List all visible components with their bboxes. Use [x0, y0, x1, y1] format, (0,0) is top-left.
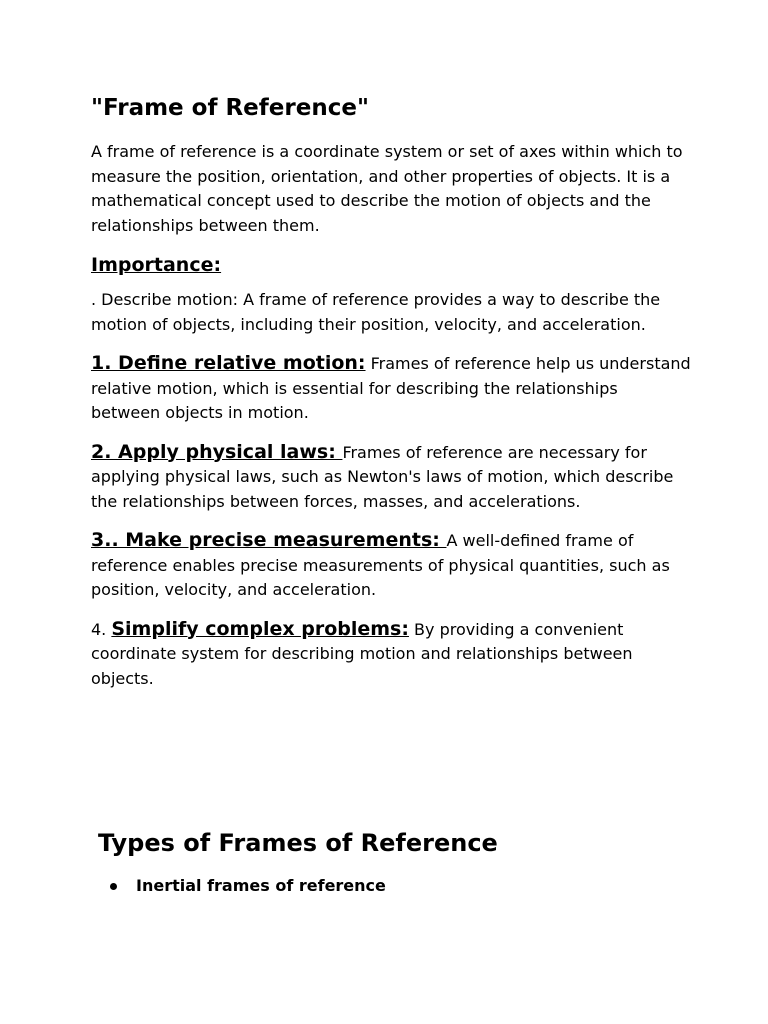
importance-item-1 [91, 351, 691, 426]
importance-item-1-text: Frames of reference help us understand relative motion, which is essential for describing the relationships between objects in motion. [91, 354, 691, 422]
importance-item-1-heading: 1. Define relative motion: [91, 352, 366, 374]
importance-item-2-text: Frames of reference are necessary for applying physical laws, such as Newton's laws of motion, which describe the relationships between forces, masses, and accelerations. [91, 442, 674, 511]
importance-item-3 [91, 528, 691, 603]
intro-paragraph: A frame of reference is a coordinate system or set of axes within which to measure the position, orientation, and other properties of objects. It is a mathematical concept used to describe the motion of objects and the relationships between them. [91, 142, 683, 235]
types-list [110, 874, 386, 898]
importance-item-3-text: A well-defined frame of reference enables precise measurements of physical quantities, such as position, velocity, and acceleration. [91, 531, 670, 599]
importance-item-4-heading: Simplify complex problems: [111, 617, 409, 640]
page-title: "Frame of Reference" [91, 95, 369, 121]
importance-item-2-heading: 2. Apply physical laws: [91, 440, 343, 463]
types-heading: Types of Frames of Reference [98, 829, 498, 857]
importance-item-3-heading: 3.. Make precise measurements: [91, 529, 447, 551]
importance-item-4-prefix: 4. [91, 619, 112, 639]
describe-motion-paragraph: . Describe motion: A frame of reference provides a way to describe the motion of objects, including their position, velocity, and acceleration. [91, 290, 661, 334]
importance-item-2 [91, 440, 691, 515]
list-item [110, 874, 386, 898]
importance-item-4-text: By providing a convenient coordinate system for describing motion and relationships between objects. [91, 619, 633, 688]
importance-item-4 [91, 617, 691, 692]
bullet-icon [110, 883, 117, 890]
importance-heading: Importance: [91, 254, 222, 276]
document-body [91, 92, 691, 705]
types-list-item-label: Inertial frames of reference [136, 876, 386, 895]
